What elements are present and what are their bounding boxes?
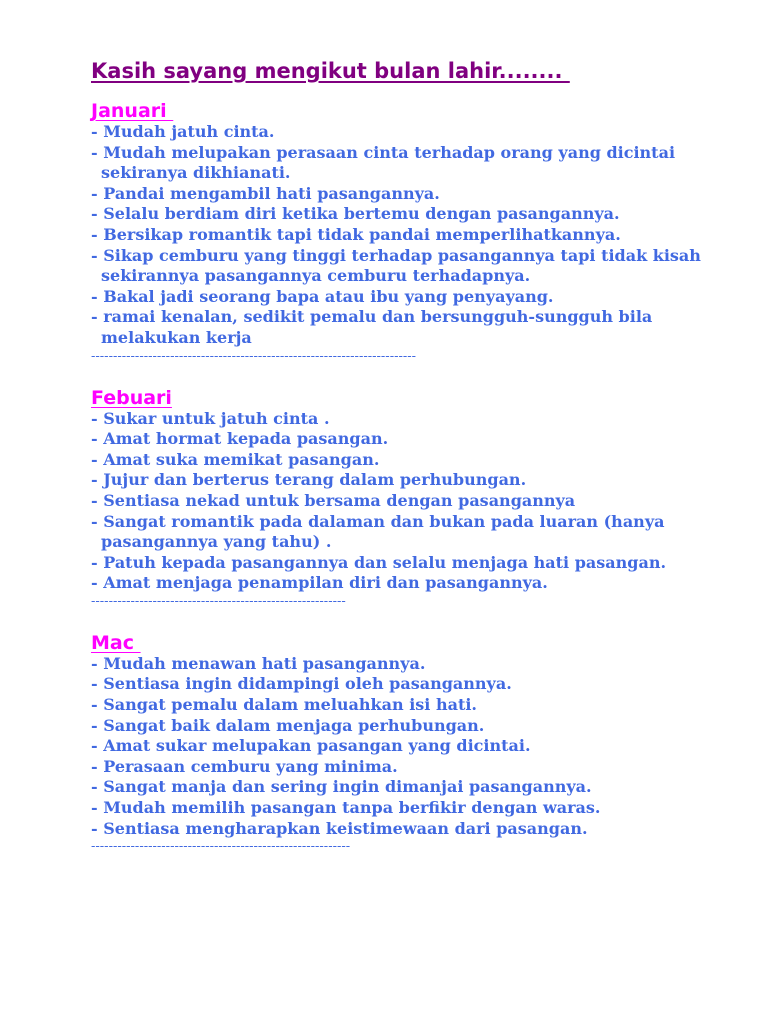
trait-item: - Bakal jadi seorang bapa atau ibu yang penyayang.: [91, 286, 554, 306]
section-mac: [91, 632, 731, 855]
trait-item: - Sangat romantik pada dalaman dan bukan pada luaran (hanya pasangannya yang tahu) .: [91, 511, 665, 552]
trait-item: - Sentiasa mengharapkan keistimewaan dari pasangan.: [91, 818, 588, 838]
trait-item: - Selalu berdiam diri ketika bertemu dengan pasangannya.: [91, 204, 620, 224]
trait-item: - Sangat pemalu dalam meluahkan isi hati.: [91, 695, 477, 715]
trait-item: - Mudah melupakan perasaan cinta terhadap orang yang dicintai sekiranya dikhianati.: [91, 142, 676, 183]
trait-item: - ramai kenalan, sedikit pemalu dan bersungguh-sungguh bila melakukan kerja: [91, 307, 653, 347]
trait-item: - Mudah jatuh cinta.: [91, 122, 275, 141]
section-heading-mac: Mac: [91, 631, 141, 654]
section-divider: --------------------------------------------------------------------------: [91, 348, 417, 364]
trait-item: - Mudah memilih pasangan tanpa berfikir dengan waras.: [91, 798, 601, 818]
trait-item: - Patuh kepada pasangannya dan selalu menjaga hati pasangan.: [91, 552, 667, 572]
trait-item: - Jujur dan berterus terang dalam perhubungan.: [91, 470, 527, 490]
trait-item: - Sangat manja dan sering ingin dimanjai pasangannya.: [91, 777, 592, 797]
trait-item: - Perasaan cemburu yang minima.: [91, 756, 398, 776]
trait-list-febuari: [91, 409, 731, 594]
trait-list-mac: [91, 654, 731, 839]
page-title: Kasih sayang mengikut bulan lahir........: [91, 59, 570, 83]
section-divider: -----------------------------------------------------------: [91, 839, 351, 855]
trait-item: - Sikap cemburu yang tinggi terhadap pasangannya tapi tidak kisah sekirannya pasangannya cemburu terhadapnya.: [91, 245, 701, 286]
section-heading-febuari: Febuari: [91, 386, 172, 409]
trait-item: - Pandai mengambil hati pasangannya.: [91, 183, 440, 203]
trait-item: - Amat hormat kepada pasangan.: [91, 429, 389, 449]
document-page: [91, 56, 731, 855]
section-januari: [91, 100, 731, 365]
section-febuari: [91, 387, 731, 610]
trait-item: - Sukar untuk jatuh cinta .: [91, 408, 330, 428]
trait-item: - Sangat baik dalam menjaga perhubungan.: [91, 715, 485, 735]
trait-item: - Amat menjaga penampilan diri dan pasangannya.: [91, 573, 548, 593]
trait-item: - Sentiasa ingin didampingi oleh pasangannya.: [91, 674, 512, 694]
trait-item: - Mudah menawan hati pasangannya.: [91, 653, 426, 673]
trait-item: - Bersikap romantik tapi tidak pandai memperlihatkannya.: [91, 224, 621, 244]
trait-item: - Amat sukar melupakan pasangan yang dicintai.: [91, 736, 531, 756]
trait-item: - Sentiasa nekad untuk bersama dengan pasangannya: [91, 490, 576, 510]
trait-list-januari: [91, 122, 731, 349]
trait-item: - Amat suka memikat pasangan.: [91, 449, 380, 469]
section-divider: ----------------------------------------------------------: [91, 593, 346, 609]
section-heading-januari: Januari: [91, 100, 174, 122]
